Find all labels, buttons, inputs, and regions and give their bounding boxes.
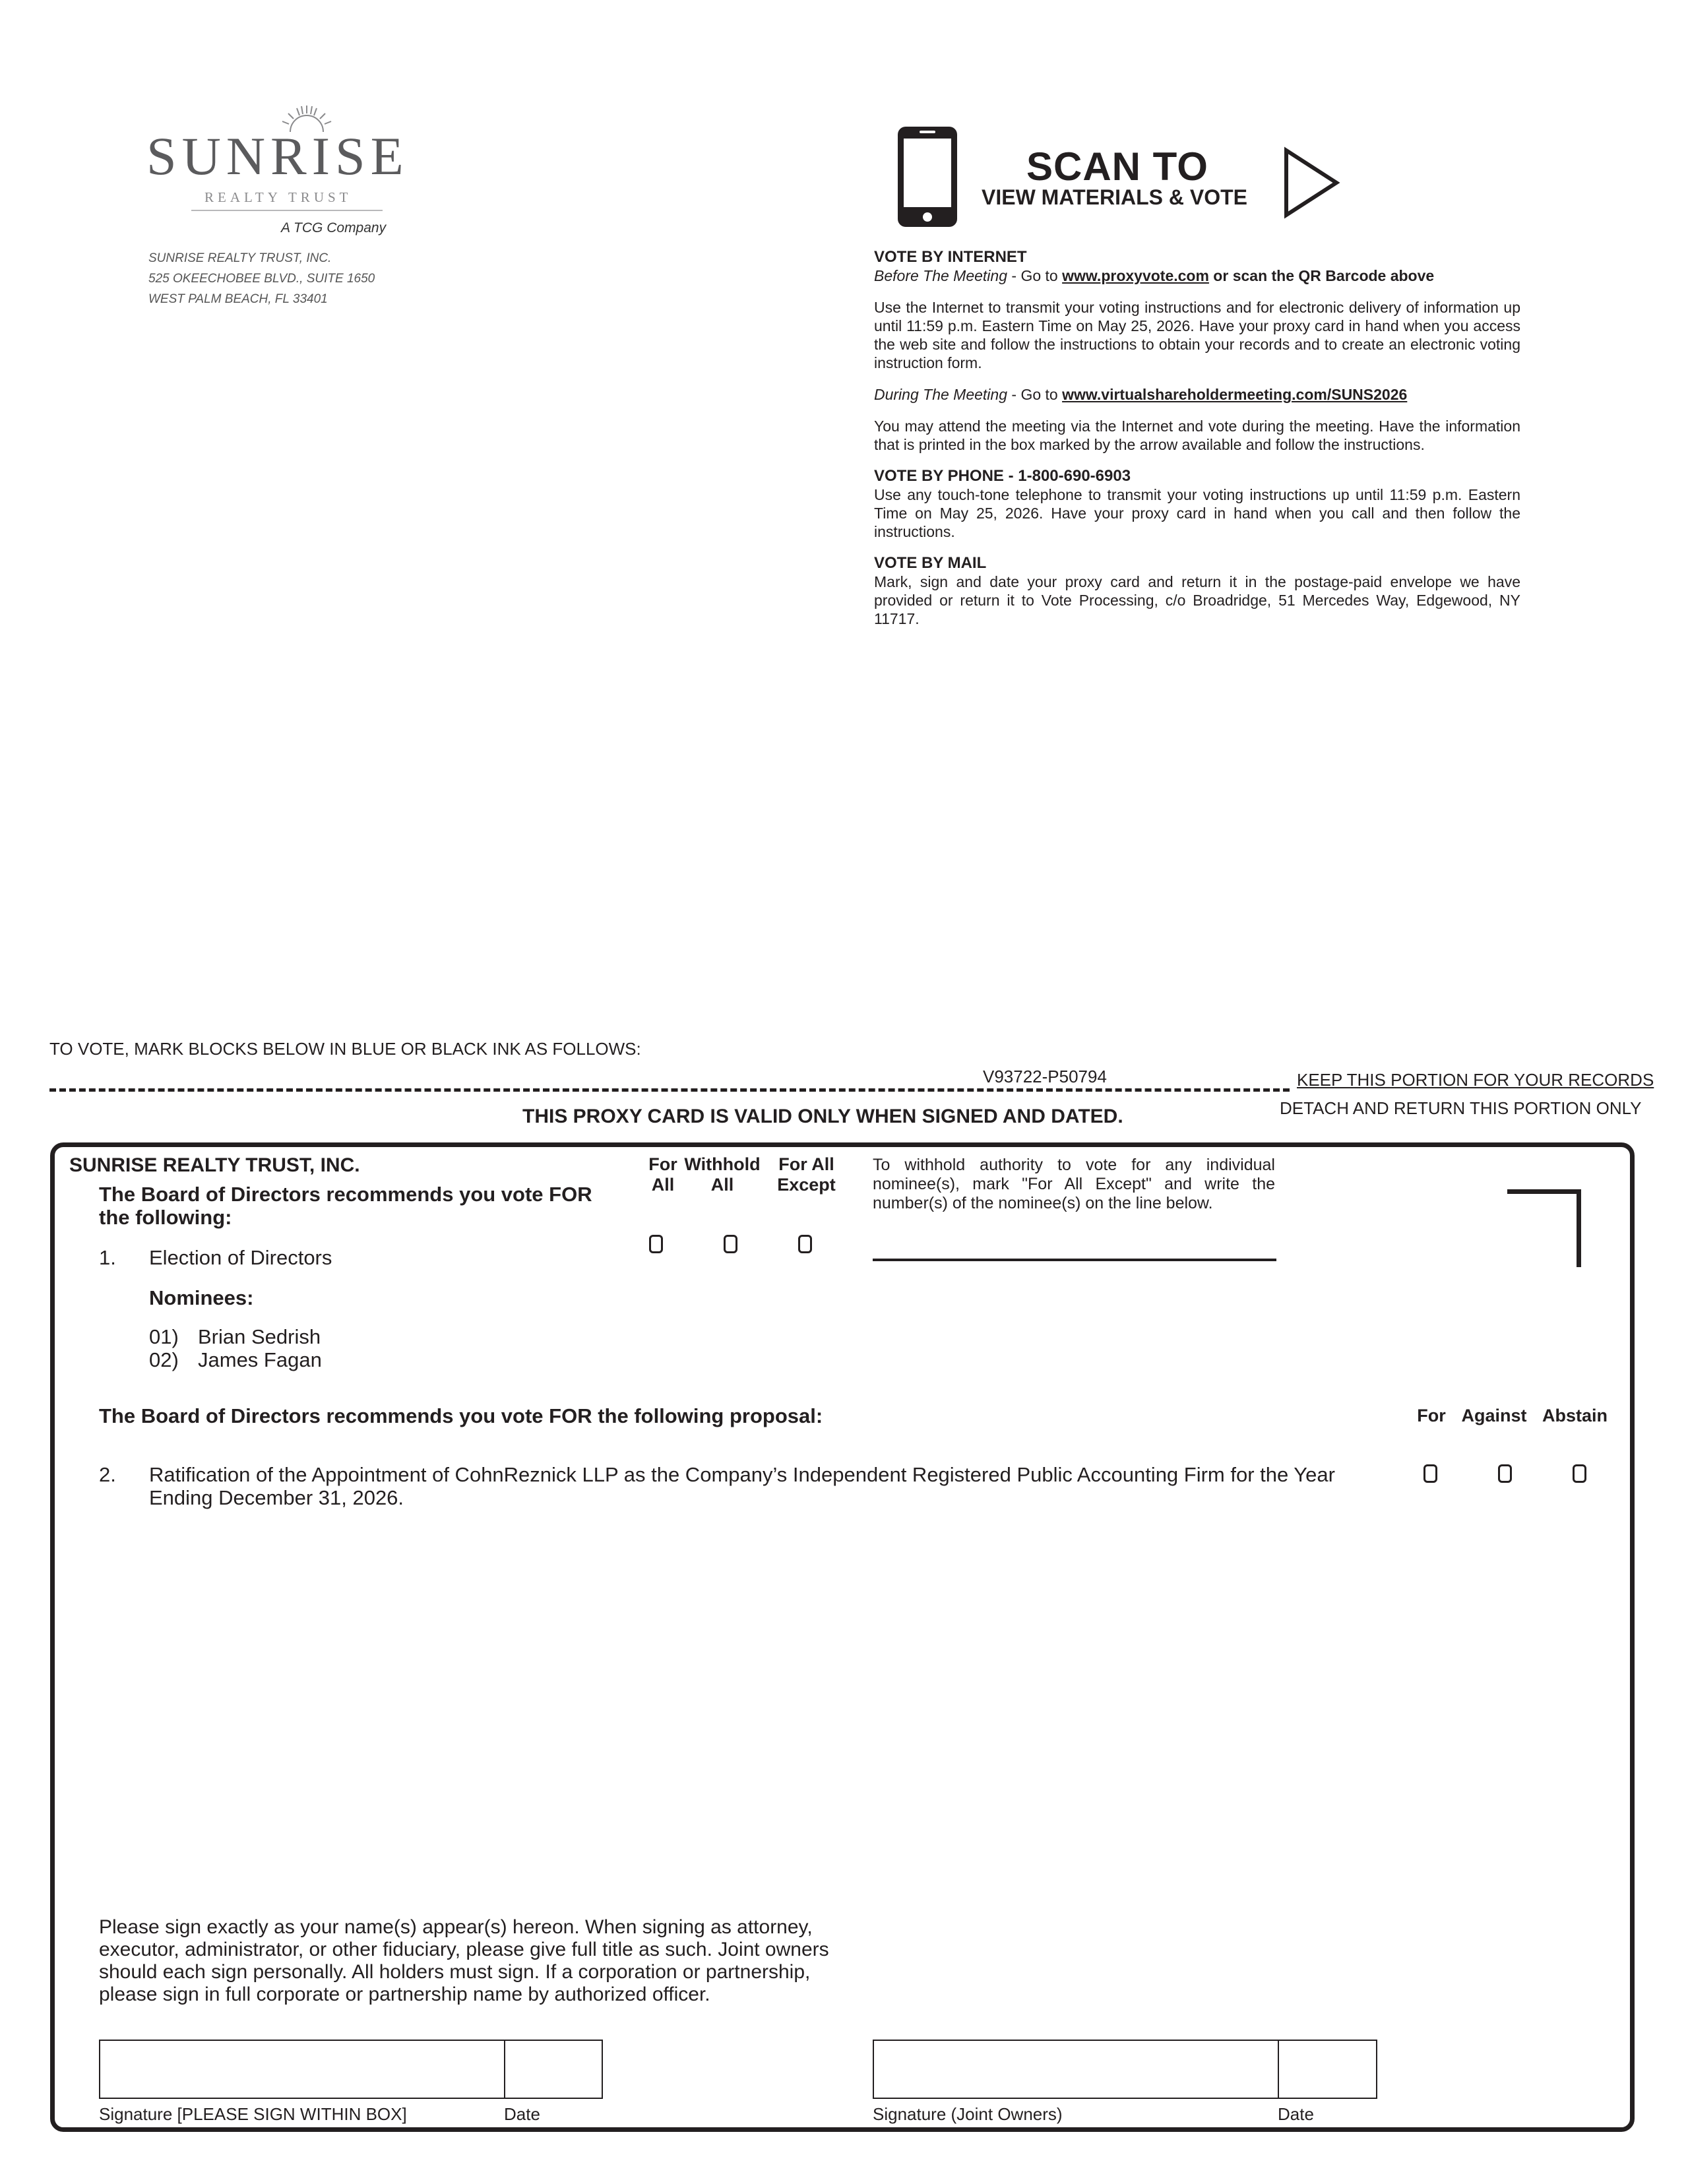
joint-signature-box[interactable]	[873, 2040, 1377, 2099]
internet-heading: VOTE BY INTERNET	[874, 248, 1027, 266]
board-recommendation-2: The Board of Directors recommends you vote FOR the following proposal:	[99, 1404, 823, 1427]
proposal-abstain-checkbox[interactable]	[1573, 1464, 1586, 1483]
item-2-number: 2.	[99, 1463, 116, 1486]
address-line-3: WEST PALM BEACH, FL 33401	[148, 292, 328, 306]
proposal-for-header: For	[1417, 1406, 1446, 1425]
during-meeting-label: During The Meeting	[874, 386, 1007, 403]
mail-body: Mark, sign and date your proxy card and return it in the postage-paid envelope we have provided or return it to Vote Processing, c/o Broadridge, 51 Mercedes Way, Edgewood, NY 11717.	[874, 573, 1520, 627]
nominee-2-name: James Fagan	[198, 1348, 322, 1371]
before-meeting-tail: or scan the QR Barcode above	[1208, 267, 1435, 284]
nominees-heading: Nominees:	[149, 1286, 254, 1309]
address-line-1: SUNRISE REALTY TRUST, INC.	[148, 251, 332, 265]
scan-title: SCAN TO	[1026, 144, 1208, 189]
for-all-header: For All	[648, 1154, 677, 1195]
phone-body: Use any touch-tone telephone to transmit your voting instructions up until 11:59 p.m. Eastern Time on May 25, 2026. Have your proxy card in hand when you call and then follow the instructions.	[874, 486, 1520, 540]
detach-dashed-line	[49, 1088, 1290, 1092]
logo-subtitle: REALTY TRUST	[204, 189, 352, 205]
board-recommendation-1: The Board of Directors recommends you vote FOR the following:	[99, 1183, 592, 1229]
address-line-2: 525 OKEECHOBEE BLVD., SUITE 1650	[148, 272, 375, 286]
signature-box[interactable]	[99, 2040, 603, 2099]
before-meeting-line	[874, 266, 1520, 285]
signature-label: Signature [PLEASE SIGN WITHIN BOX]	[99, 2104, 407, 2124]
proposal-against-checkbox[interactable]	[1498, 1464, 1512, 1483]
nominee-1-name: Brian Sedrish	[198, 1325, 321, 1348]
for-all-checkbox[interactable]	[649, 1235, 663, 1253]
valid-only-notice: THIS PROXY CARD IS VALID ONLY WHEN SIGNED AND DATED.	[522, 1106, 1123, 1127]
date-box-divider	[504, 2040, 505, 2099]
for-all-except-header: For All Except	[777, 1154, 836, 1195]
nominee-2-number: 02)	[149, 1348, 179, 1371]
proposal-against-header: Against	[1461, 1406, 1527, 1425]
proposal-for-checkbox[interactable]	[1423, 1464, 1437, 1483]
proposal-abstain-header: Abstain	[1542, 1406, 1608, 1425]
control-number: V93722-P50794	[983, 1067, 1107, 1086]
before-meeting-label: Before The Meeting	[874, 267, 1008, 284]
withhold-all-checkbox[interactable]	[724, 1235, 737, 1253]
for-all-except-checkbox[interactable]	[798, 1235, 812, 1253]
nominee-1-number: 01)	[149, 1325, 179, 1348]
during-meeting-line	[874, 385, 1520, 404]
mail-heading: VOTE BY MAIL	[874, 554, 987, 572]
except-nominee-line[interactable]	[873, 1259, 1276, 1261]
date-label: Date	[504, 2104, 540, 2124]
during-meeting-text: - Go to	[1007, 386, 1063, 403]
smartphone-icon	[894, 124, 960, 230]
joint-date-box-divider	[1278, 2040, 1279, 2099]
mark-instructions: TO VOTE, MARK BLOCKS BELOW IN BLUE OR BLACK INK AS FOLLOWS:	[49, 1039, 641, 1059]
detach-portion-label: DETACH AND RETURN THIS PORTION ONLY	[1280, 1098, 1642, 1118]
withhold-all-header: Withhold All	[684, 1154, 761, 1195]
item-1-text: Election of Directors	[149, 1246, 332, 1269]
play-triangle-icon	[1282, 146, 1342, 219]
logo-wordmark: SUNRISE	[146, 126, 409, 186]
phone-heading: VOTE BY PHONE - 1-800-690-6903	[874, 467, 1131, 485]
virtual-meeting-link[interactable]: www.virtualshareholdermeeting.com/SUNS2026	[1062, 386, 1408, 403]
logo-divider	[191, 210, 383, 211]
scan-subtitle: VIEW MATERIALS & VOTE	[982, 185, 1247, 209]
joint-date-label: Date	[1278, 2104, 1314, 2124]
vote-by-internet-section	[874, 248, 1520, 628]
signing-instructions: Please sign exactly as your name(s) appear(s) hereon. When signing as attorney, executor, administrator, or other fiduciary, please give full title as such. Joint owners should each sign personally. All holders must sign. If a corporation or partnership, please sign in full corporate or partnership name by authorized officer.	[99, 1916, 829, 2005]
before-meeting-text: - Go to	[1007, 267, 1063, 284]
proxyvote-link[interactable]: www.proxyvote.com	[1062, 267, 1209, 284]
item-2-text: Ratification of the Appointment of CohnReznick LLP as the Company’s Independent Registered Public Accounting Firm for the Year Ending December 31, 2026.	[149, 1463, 1335, 1509]
during-meeting-body: You may attend the meeting via the Internet and vote during the meeting. Have the information that is printed in the box marked by the arrow available and follow the instructions.	[874, 418, 1520, 453]
internet-body: Use the Internet to transmit your voting instructions and for electronic delivery of information up until 11:59 p.m. Eastern Time on May 25, 2026. Have your proxy card in hand when you access the web site and follow the instructions to obtain your records and to create an electronic voting instruction form.	[874, 299, 1520, 371]
logo-tagline: A TCG Company	[281, 220, 387, 235]
corner-mark	[1507, 1189, 1581, 1267]
keep-portion-label: KEEP THIS PORTION FOR YOUR RECORDS	[1297, 1070, 1654, 1090]
card-company-name: SUNRISE REALTY TRUST, INC.	[69, 1154, 360, 1176]
withhold-instructions: To withhold authority to vote for any individual nominee(s), mark "For All Except" and write the number(s) of the nominee(s) on the line below.	[873, 1156, 1275, 1212]
joint-signature-label: Signature (Joint Owners)	[873, 2104, 1063, 2124]
item-1-number: 1.	[99, 1246, 116, 1269]
